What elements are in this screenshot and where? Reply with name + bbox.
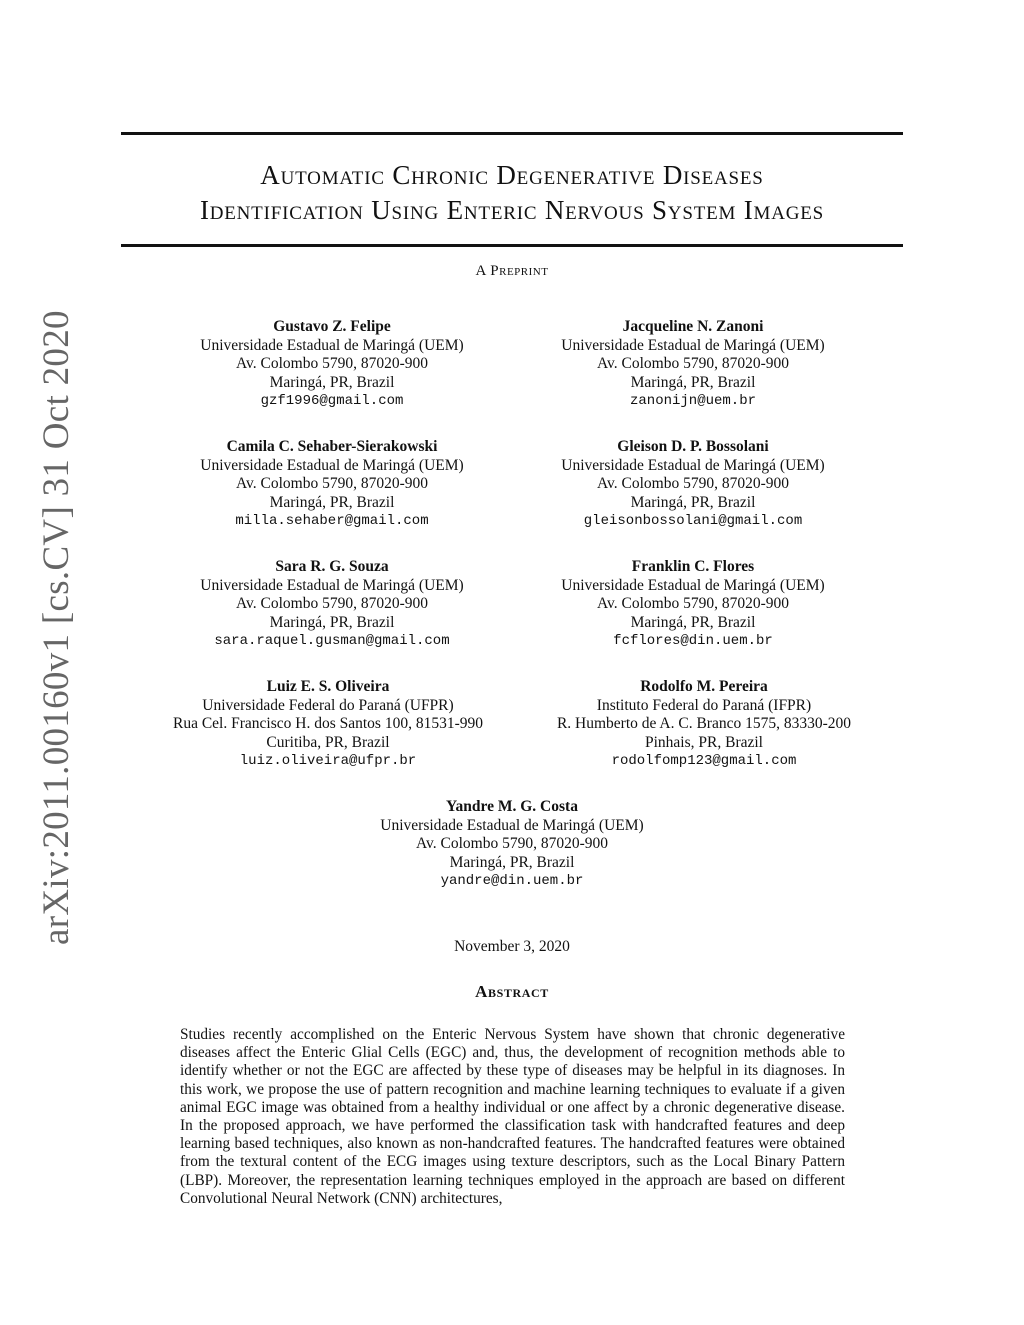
author-email: zanonijn@uem.br [629,393,757,409]
author-block [312,798,712,891]
author-name: Camila C. Sehaber-Sierakowski [226,438,438,455]
author-block [128,678,528,771]
author-affiliation: Universidade Federal do Paraná (UFPR) [202,696,454,714]
author-city: Maringá, PR, Brazil [630,373,756,391]
author-city: Pinhais, PR, Brazil [645,733,763,751]
author-address: Av. Colombo 5790, 87020-900 [596,475,790,492]
author-name: Rodolfo M. Pereira [640,678,768,695]
abstract-heading: Abstract [475,982,549,1001]
title-line-2: Identification Using Enteric Nervous System Images [199,195,825,225]
author-address: Rua Cel. Francisco H. dos Santos 100, 81531-990 [173,715,483,732]
author-address: Av. Colombo 5790, 87020-900 [596,595,790,612]
author-email: gzf1996@gmail.com [260,393,404,409]
author-address: Av. Colombo 5790, 87020-900 [235,475,429,492]
preprint-label: A Preprint [475,263,549,279]
author-block [493,558,893,651]
author-block [504,678,904,771]
author-affiliation: Instituto Federal do Paraná (IFPR) [596,696,812,714]
author-name: Gustavo Z. Felipe [273,318,391,335]
author-affiliation: Universidade Estadual de Maringá (UEM) [200,456,464,474]
author-email: rodolfomp123@gmail.com [611,753,797,769]
author-affiliation: Universidade Estadual de Maringá (UEM) [200,576,464,594]
author-name: Gleison D. P. Bossolani [617,438,769,455]
author-email: gleisonbossolani@gmail.com [583,513,803,529]
author-city: Curitiba, PR, Brazil [266,733,390,751]
author-email: yandre@din.uem.br [440,873,584,889]
author-block [493,318,893,411]
author-name: Jacqueline N. Zanoni [622,318,764,335]
publication-date: November 3, 2020 [454,938,570,955]
author-city: Maringá, PR, Brazil [269,373,395,391]
author-block [493,438,893,531]
author-email: milla.sehaber@gmail.com [235,513,429,529]
title-bottom-rule [121,244,903,247]
author-city: Maringá, PR, Brazil [630,613,756,631]
author-affiliation: Universidade Estadual de Maringá (UEM) [380,816,644,834]
author-block [132,558,532,651]
arxiv-identifier: arXiv:2011.00160v1 [cs.CV] 31 Oct 2020 [36,310,77,945]
author-block [132,318,532,411]
author-city: Maringá, PR, Brazil [630,493,756,511]
author-city: Maringá, PR, Brazil [269,493,395,511]
author-city: Maringá, PR, Brazil [269,613,395,631]
author-name: Luiz E. S. Oliveira [266,678,390,695]
author-affiliation: Universidade Estadual de Maringá (UEM) [561,336,825,354]
title-line-1: Automatic Chronic Degenerative Diseases [260,160,764,190]
author-address: Av. Colombo 5790, 87020-900 [235,595,429,612]
author-address: Av. Colombo 5790, 87020-900 [235,355,429,372]
author-affiliation: Universidade Estadual de Maringá (UEM) [561,456,825,474]
author-email: luiz.oliveira@ufpr.br [239,753,417,769]
title-top-rule [121,132,903,135]
author-name: Yandre M. G. Costa [446,798,578,815]
author-affiliation: Universidade Estadual de Maringá (UEM) [561,576,825,594]
author-email: fcflores@din.uem.br [613,633,773,649]
author-address: Av. Colombo 5790, 87020-900 [415,835,609,852]
author-city: Maringá, PR, Brazil [449,853,575,871]
author-name: Sara R. G. Souza [275,558,389,575]
author-email: sara.raquel.gusman@gmail.com [214,633,450,649]
abstract-text: Studies recently accomplished on the Enteric Nervous System have shown that chronic degenerative diseases affect the Enteric Glial Cells (EGC) and, thus, the development of recognition methods able to identify whether or not the EGC are affected by these type of diseases may be helpful in its diagnoses. In this work, we propose the use of pattern recognition and machine learning techniques to evaluate if a given animal EGC image was obtained from a healthy individual or one affect by a chronic degenerative disease. In the proposed approach, we have performed the classification task with handcrafted features and deep learning based techniques, also known as non-handcrafted features. The handcrafted features were obtained from the textural content of the ECG images using texture descriptors, such as the Local Binary Pattern (LBP). Moreover, the representation learning techniques employed in the approach are based on different Convolutional Neural Network (CNN) architectures, [180,1026,845,1207]
paper-title [121,158,903,228]
author-address: Av. Colombo 5790, 87020-900 [596,355,790,372]
author-block [132,438,532,531]
author-name: Franklin C. Flores [631,558,755,575]
author-affiliation: Universidade Estadual de Maringá (UEM) [200,336,464,354]
author-address: R. Humberto de A. C. Branco 1575, 83330-200 [556,715,852,732]
